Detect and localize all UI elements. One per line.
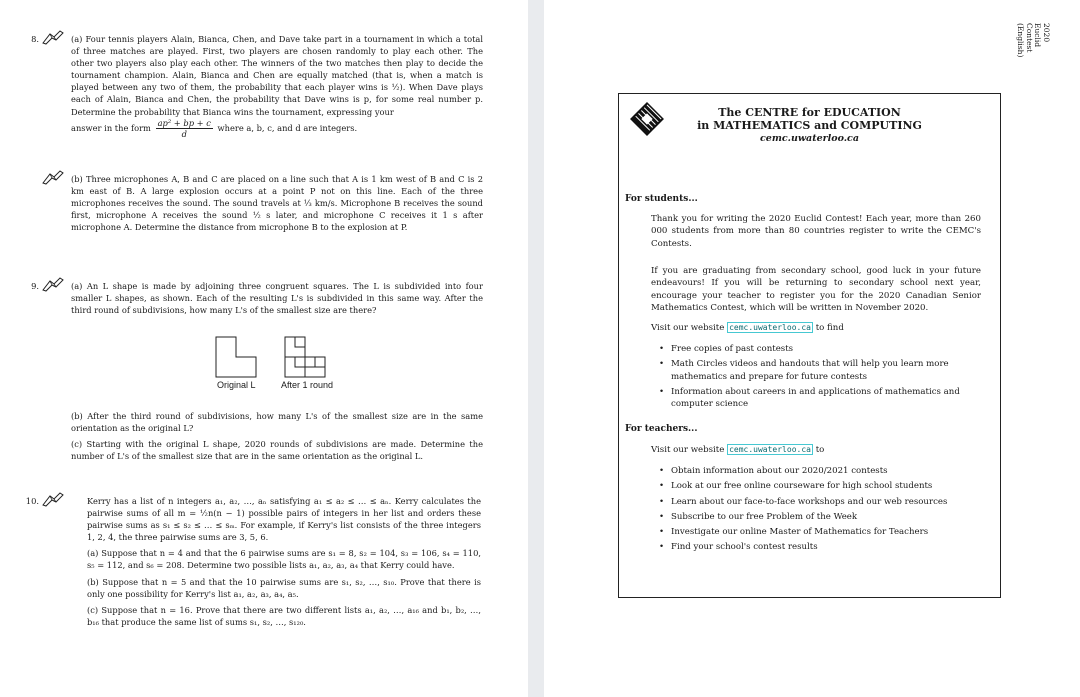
list-item: • Learn about our face-to-face workshops and our web resources [659,496,989,508]
problem-9b: (b) After the third round of subdivisions, how many L's of the smallest size are in the same orientation as the original L? [71,411,483,434]
problem-9c: (c) Starting with the original L shape, 2020 rounds of subdivisions are made. Determine the number of L's of the smallest size that are in the same orientation as the original L. [71,439,483,462]
cemc-website-link[interactable]: cemc.uwaterloo.ca [729,323,811,332]
teachers-visit-line: Visit our website cemc.uwaterloo.ca to [651,445,825,455]
problem-10a: (a) Suppose that n = 4 and that the 6 pairwise sums are s₁ = 8, s₂ = 104, s₃ = 106, s₄ = 110, s₅ = 112, and s₆ = 208. Determine two possible lists a₁, a₂, a₃, a₄ that Kerry could have. [87,548,481,571]
list-item: • Investigate our online Master of Mathematics for Teachers [659,526,989,538]
cemc-header: The CENTRE for EDUCATION in MATHEMATICS and COMPUTING cemc.uwaterloo.ca [697,106,922,144]
contest-header: 2020 Euclid Contest (English) [1016,23,1051,58]
left-page [0,0,528,697]
pen-hand-icon [42,30,64,45]
original-l-figure [212,333,262,383]
answer-form-fraction: $\frac{\text{ap² + bp + c}}{d}$ [157,117,211,139]
list-item: • Look at our free online courseware for high school students [659,480,989,492]
figure-caption: After 1 round [281,380,334,390]
problem-9bc [25,410,495,480]
list-item: • Math Circles videos and handouts that will help you learn more mathematics and prepare for future contests [659,358,989,383]
problem-number: 9. [31,281,39,291]
problem-8a: (a) Four tennis players Alain, Bianca, Chen, and Dave take part in a tournament in which a total of three matches are played. First, two players are chosen randomly to play each other. The other two players also play each other. The winners of the two matches then play to decide the tournament champion. Alain, Bianca and Chen are equally matched (that is, when a match is played between any two of them, the probability that each player wins is ½). When Dave plays each of Alain, Bianca and Chen, the probability that Dave wins is p, for some real number p. Determine the probability that Bianca wins the tournament, expressing your answer in the form $\frac{\text{ap² + bp + c}}{d}$ where a, b, c, and d are integers. [71,34,483,139]
problem-10b: (b) Suppose that n = 5 and that the 10 pairwise sums are s₁, s₂, …, s₁₀. Prove that there is only one possibility for Kerry's list a₁, a₂, a₃, a₄, a₅. [87,576,481,599]
teachers-heading: For teachers... [625,424,698,434]
pen-hand-icon [42,170,64,185]
pen-hand-icon [42,277,64,292]
problem-10 [25,495,495,695]
students-heading: For students... [625,194,698,204]
figure-caption: Original L [217,380,256,390]
problem-number: 10. [25,496,39,506]
list-item: • Obtain information about our 2020/2021 contests [659,465,989,477]
problem-10-intro: Kerry has a list of n integers a₁, a₂, …, aₙ satisfying a₁ ≤ a₂ ≤ … ≤ aₙ. Kerry calculates the pairwise sums of all m = ½n(n − 1) possible pairs of integers in her list and orders these pairwise sums as s₁ ≤ s₂ ≤ … ≤ sₘ. For example, if Kerry's list consists of the three integers 1, 2, 4, the three pairwise sums are 3, 5, 6. [87,496,481,543]
problem-9 [25,280,495,340]
problem-9a: (a) An L shape is made by adjoining three congruent squares. The L is subdivided into four smaller L shapes, as shown. Each of the resulting L's is subdivided in this same way. After the third round of subdivisions, how many L's of the smallest size are there? [71,281,483,316]
problem-10c: (c) Suppose that n = 16. Prove that there are two different lists a₁, a₂, …, a₁₆ and b₁, b₂, …, b₁₆ that produce the same list of sums s₁, s₂, …, s₁₂₀. [87,604,481,627]
students-visit-line: Visit our website cemc.uwaterloo.ca to find [651,323,844,333]
after-one-round-figure [281,333,331,383]
teachers-list [659,465,989,557]
list-item: • Find your school's contest results [659,541,989,553]
pen-hand-icon [42,492,64,507]
cemc-website-link[interactable]: cemc.uwaterloo.ca [729,445,811,454]
cemc-info-box [618,93,1001,598]
list-item: • Information about careers in and applications of mathematics and computer science [659,386,989,411]
list-item: • Free copies of past contests [659,343,989,355]
problem-8b: (b) Three microphones A, B and C are placed on a line such that A is 1 km west of B and C is 2 km east of B. A large explosion occurs at a point P not on this line. Each of the three microphones receives the sound. The sound travels at ⅓ km/s. Microphone B receives the sound first, microphone A receives the sound ½ s later, and microphone C receives it 1 s after microphone A. Determine the distance from microphone B to the explosion at P. [25,173,495,253]
problem-number: 8. [31,34,39,44]
list-item: • Subscribe to our free Problem of the Week [659,511,989,523]
students-paragraph-2: If you are graduating from secondary school, good luck in your future endeavours! If you will be returning to secondary school next year, encourage your teacher to register you for the 2020 Canadian Senior Mathematics Contest, which will be written in November 2020. [651,266,981,313]
students-list [659,343,989,413]
students-paragraph-1: Thank you for writing the 2020 Euclid Contest! Each year, more than 260 000 students from more than 80 countries register to write the CEMC's Contests. [651,214,981,249]
